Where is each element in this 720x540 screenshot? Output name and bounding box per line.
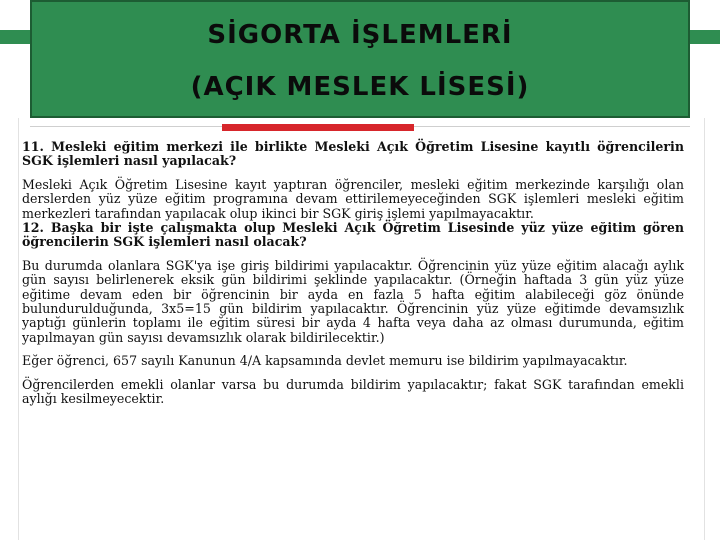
right-header-tab (690, 30, 720, 44)
answer-12-paragraph-1: Bu durumda olanlara SGK'ya işe giriş bildirimi yapılacaktır. Öğrencinin yüz yüze eğitim alacağı aylık gün sayısı belirlenerek eksik gün bildirimi şeklinde yapılacaktır. (Örneğin haftada 3 gün yüz yüze eğitime devam eden bir öğrencinin bir ayda en fazla 5 hafta eğitim alabileceği göz önünde bulundurulduğunda, 3x5=15 gün bildirim yapılacaktır. Öğrencinin yüz yüze eğitimde devamsızlık yaptığı günlerin toplamı ile eğitim süresi bir ayda 4 hafta veya daha az olması durumunda, eğitim yapılmayan gün sayısı devamsızlık olarak bildirilecektir.) (22, 257, 684, 345)
page-title: SİGORTA İŞLEMLERİ (207, 20, 513, 50)
answer-12-paragraph-2: Eğer öğrenci, 657 sayılı Kanunun 4/A kapsamında devlet memuru ise bildirim yapılmayacaktır. (22, 353, 628, 369)
answer-11: Mesleki Açık Öğretim Lisesine kayıt yaptıran öğrenciler, mesleki eğitim merkezinde karşılığı olan derslerden yüz yüze eğitim programına devam ettirilemeyeceğinden SGK işlemleri mesleki eğitim merkezleri tarafından yapılacak olup ikinci bir SGK giriş işlemi yapılmayacaktır. (22, 176, 684, 221)
title-banner (30, 0, 690, 118)
question-11: 11. Mesleki eğitim merkezi ile birlikte Mesleki Açık Öğretim Lisesine kayıtlı öğrencilerin SGK işlemleri nasıl yapılacak? (22, 139, 684, 169)
answer-12-paragraph-3: Öğrencilerden emekli olanlar varsa bu durumda bildirim yapılacaktır; fakat SGK tarafından emekli aylığı kesilmeyecektir. (22, 376, 684, 407)
right-border-line (704, 118, 705, 540)
accent-bar (222, 124, 414, 131)
left-header-tab (0, 30, 30, 44)
question-12: 12. Başka bir işte çalışmakta olup Mesleki Açık Öğretim Lisesinde yüz yüze eğitim gören öğrencilerin SGK işlemleri nasıl olacak? (22, 220, 684, 250)
document-body (22, 140, 684, 416)
page-subtitle: (AÇIK MESLEK LİSESİ) (190, 72, 530, 102)
left-border-line (18, 118, 19, 540)
